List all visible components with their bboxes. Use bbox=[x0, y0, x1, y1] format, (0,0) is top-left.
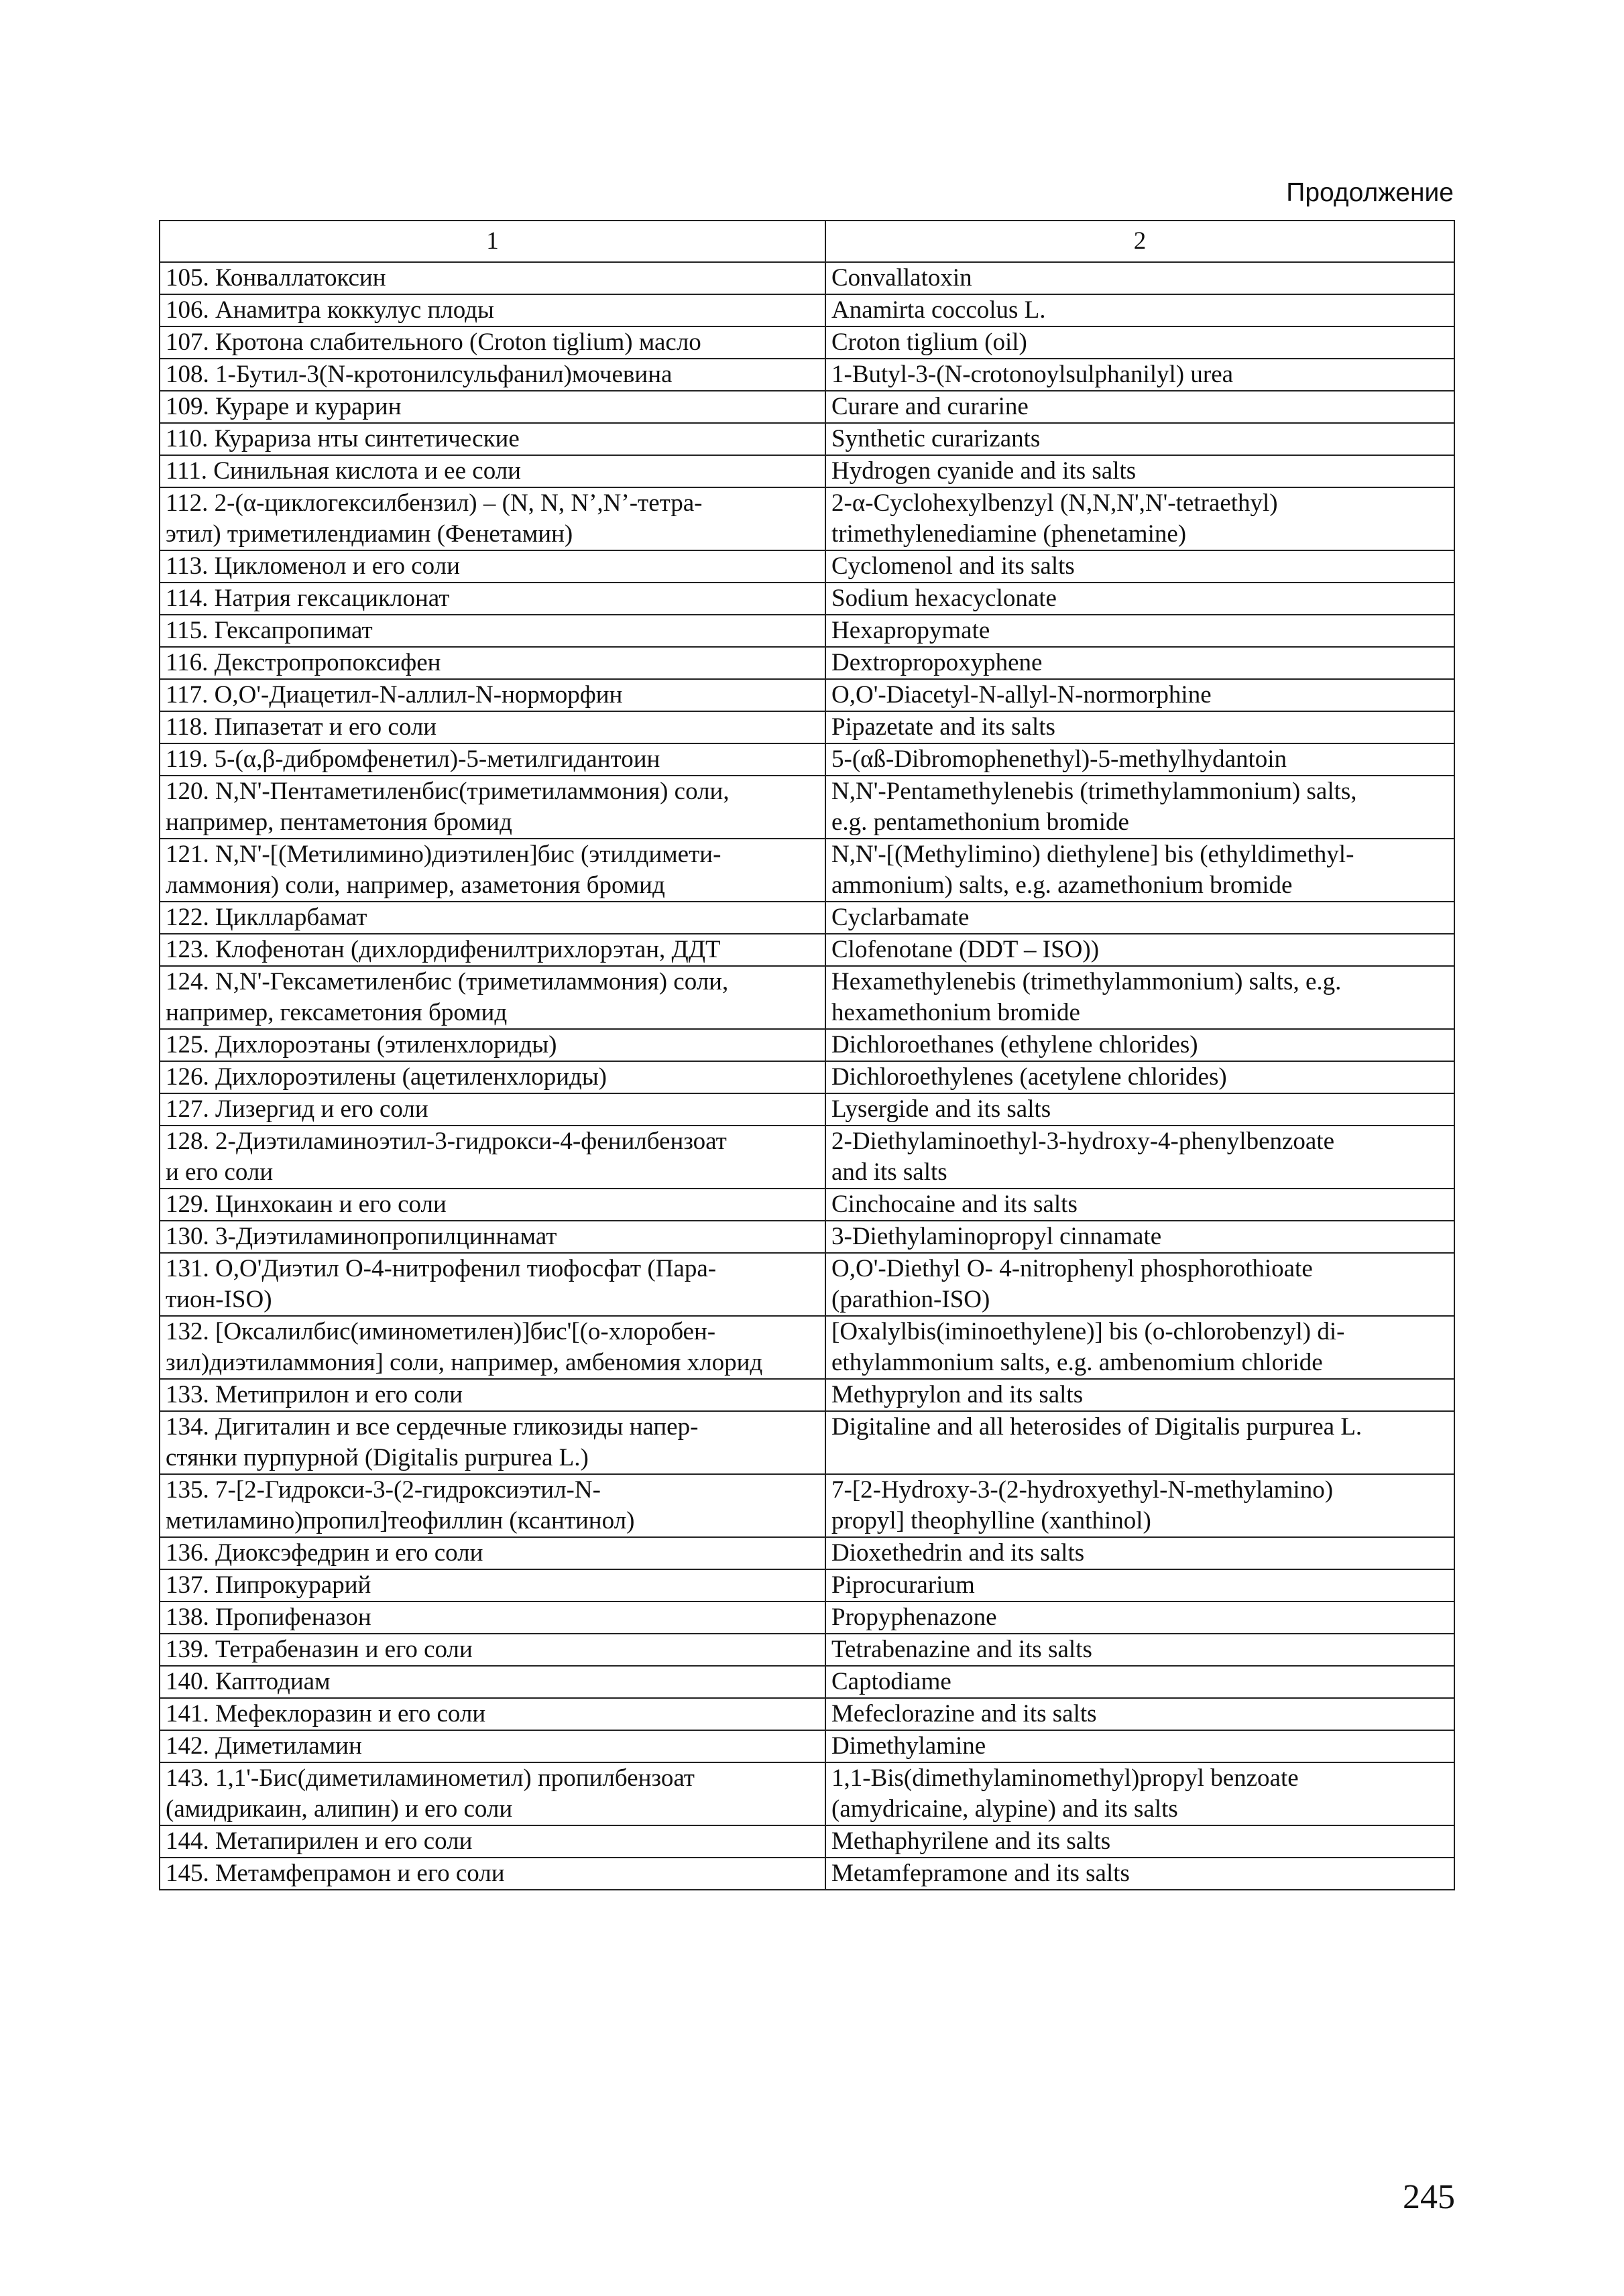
table-row bbox=[160, 1858, 1454, 1890]
cell-russian-name: 134. Дигиталин и все сердечные гликозиды напер- стянки пурпурной (Digitalis purpurea L.) bbox=[160, 1411, 825, 1474]
cell-russian-name: 124. N,N'-Гексаметиленбис (триметиламмония) соли, например, гексаметония бромид bbox=[160, 966, 825, 1029]
table-row bbox=[160, 294, 1454, 326]
cell-russian-name: 113. Цикломенол и его соли bbox=[160, 550, 825, 583]
table-row bbox=[160, 839, 1454, 902]
table-row bbox=[160, 455, 1454, 487]
cell-english-name: 2-Diethylaminoethyl-3-hydroxy-4-phenylbenzoate and its salts bbox=[825, 1126, 1454, 1189]
table-row bbox=[160, 1698, 1454, 1730]
cell-russian-name: 137. Пипрокурарий bbox=[160, 1569, 825, 1602]
cell-russian-name: 114. Натрия гексациклонат bbox=[160, 583, 825, 615]
cell-english-name: Sodium hexacyclonate bbox=[825, 583, 1454, 615]
cell-russian-name: 141. Мефеклоразин и его соли bbox=[160, 1698, 825, 1730]
table-row bbox=[160, 1762, 1454, 1825]
table-row bbox=[160, 583, 1454, 615]
table-row bbox=[160, 1411, 1454, 1474]
cell-english-name: Hexamethylenebis (trimethylammonium) salts, e.g. hexamethonium bromide bbox=[825, 966, 1454, 1029]
cell-russian-name: 133. Метиприлон и его соли bbox=[160, 1379, 825, 1411]
header-row bbox=[160, 221, 1454, 262]
cell-english-name: N,N'-[(Methylimino) diethylene] bis (ethyldimethyl- ammonium) salts, e.g. azamethonium bromide bbox=[825, 839, 1454, 902]
cell-english-name: Methyprylon and its salts bbox=[825, 1379, 1454, 1411]
cell-russian-name: 127. Лизергид и его соли bbox=[160, 1093, 825, 1126]
cell-english-name: Captodiame bbox=[825, 1666, 1454, 1698]
table-row bbox=[160, 1061, 1454, 1093]
cell-english-name: Tetrabenazine and its salts bbox=[825, 1634, 1454, 1666]
table-row bbox=[160, 966, 1454, 1029]
cell-english-name: Piprocurarium bbox=[825, 1569, 1454, 1602]
cell-english-name: O,O'-Diacetyl-N-allyl-N-normorphine bbox=[825, 679, 1454, 711]
cell-english-name: Synthetic curarizants bbox=[825, 423, 1454, 455]
cell-english-name: Anamirta coccolus L. bbox=[825, 294, 1454, 326]
cell-russian-name: 108. 1-Бутил-3(N-кротонилсульфанил)мочевина bbox=[160, 359, 825, 391]
table-body bbox=[160, 262, 1454, 1890]
table-row bbox=[160, 1253, 1454, 1316]
cell-english-name: Dioxethedrin and its salts bbox=[825, 1537, 1454, 1569]
table-row bbox=[160, 679, 1454, 711]
table-row bbox=[160, 1029, 1454, 1061]
cell-russian-name: 128. 2-Диэтиламиноэтил-3-гидрокси-4-фенилбензоат и его соли bbox=[160, 1126, 825, 1189]
table-row bbox=[160, 1379, 1454, 1411]
table-row bbox=[160, 391, 1454, 423]
table-row bbox=[160, 1730, 1454, 1762]
cell-english-name: Dimethylamine bbox=[825, 1730, 1454, 1762]
cell-english-name: Cyclarbamate bbox=[825, 902, 1454, 934]
cell-russian-name: 122. Циклларбамат bbox=[160, 902, 825, 934]
table-row bbox=[160, 902, 1454, 934]
cell-russian-name: 105. Конваллатоксин bbox=[160, 262, 825, 294]
cell-english-name: Dichloroethanes (ethylene chlorides) bbox=[825, 1029, 1454, 1061]
table-row bbox=[160, 934, 1454, 966]
cell-english-name: O,O'-Diethyl O- 4-nitrophenyl phosphorothioate (parathion-ISO) bbox=[825, 1253, 1454, 1316]
cell-russian-name: 123. Клофенотан (дихлордифенилтрихлорэтан, ДДТ bbox=[160, 934, 825, 966]
table-row bbox=[160, 711, 1454, 743]
cell-russian-name: 145. Метамфепрамон и его соли bbox=[160, 1858, 825, 1890]
cell-english-name: Cinchocaine and its salts bbox=[825, 1189, 1454, 1221]
table-row bbox=[160, 262, 1454, 294]
continuation-caption: Продолжение bbox=[1286, 178, 1454, 207]
cell-russian-name: 106. Анамитра коккулус плоды bbox=[160, 294, 825, 326]
cell-russian-name: 119. 5-(α,β-дибромфенетил)-5-метилгидантоин bbox=[160, 743, 825, 776]
cell-english-name: Dichloroethylenes (acetylene chlorides) bbox=[825, 1061, 1454, 1093]
page-number: 245 bbox=[1403, 2178, 1455, 2216]
cell-russian-name: 132. [Оксалилбис(иминометилен)]бис'[(о-хлоробен- зил)диэтиламмония] соли, например, амбеномия хлорид bbox=[160, 1316, 825, 1379]
cell-russian-name: 139. Тетрабеназин и его соли bbox=[160, 1634, 825, 1666]
cell-english-name: Curare and curarine bbox=[825, 391, 1454, 423]
cell-english-name: Metamfepramone and its salts bbox=[825, 1858, 1454, 1890]
table-row bbox=[160, 1316, 1454, 1379]
cell-english-name: Croton tiglium (oil) bbox=[825, 326, 1454, 359]
cell-russian-name: 125. Дихлороэтаны (этиленхлориды) bbox=[160, 1029, 825, 1061]
table-row bbox=[160, 550, 1454, 583]
cell-russian-name: 112. 2-(α-циклогексилбензил) – (N, N, N’,N’-тетра- этил) триметилендиамин (Фенетамин) bbox=[160, 487, 825, 550]
cell-english-name: Mefeclorazine and its salts bbox=[825, 1698, 1454, 1730]
cell-english-name: 2-α-Cyclohexylbenzyl (N,N,N',N'-tetraethyl) trimethylenediamine (phenetamine) bbox=[825, 487, 1454, 550]
table-row bbox=[160, 1126, 1454, 1189]
cell-russian-name: 110. Курариза нты синтетические bbox=[160, 423, 825, 455]
cell-russian-name: 115. Гексапропимат bbox=[160, 615, 825, 647]
cell-russian-name: 130. 3-Диэтиламинопропилциннамат bbox=[160, 1221, 825, 1253]
table-row bbox=[160, 359, 1454, 391]
table-row bbox=[160, 1666, 1454, 1698]
cell-russian-name: 140. Каптодиам bbox=[160, 1666, 825, 1698]
table-row bbox=[160, 1189, 1454, 1221]
cell-english-name: Clofenotane (DDT – ISO)) bbox=[825, 934, 1454, 966]
cell-english-name: Convallatoxin bbox=[825, 262, 1454, 294]
cell-english-name: 5-(αß-Dibromophenethyl)-5-methylhydantoin bbox=[825, 743, 1454, 776]
cell-russian-name: 118. Пипазетат и его соли bbox=[160, 711, 825, 743]
table-row bbox=[160, 423, 1454, 455]
cell-russian-name: 136. Диоксэфедрин и его соли bbox=[160, 1537, 825, 1569]
table-row bbox=[160, 743, 1454, 776]
header-col-2: 2 bbox=[825, 221, 1454, 262]
cell-russian-name: 116. Декстропропоксифен bbox=[160, 647, 825, 679]
cell-english-name: Pipazetate and its salts bbox=[825, 711, 1454, 743]
header-col-1: 1 bbox=[160, 221, 825, 262]
cell-russian-name: 129. Цинхокаин и его соли bbox=[160, 1189, 825, 1221]
cell-russian-name: 142. Диметиламин bbox=[160, 1730, 825, 1762]
cell-english-name: 1-Butyl-3-(N-crotonoylsulphanilyl) urea bbox=[825, 359, 1454, 391]
cell-english-name: [Oxalylbis(iminoethylene)] bis (o-chlorobenzyl) di- ethylammonium salts, e.g. ambenomium chloride bbox=[825, 1316, 1454, 1379]
table-row bbox=[160, 615, 1454, 647]
cell-russian-name: 120. N,N'-Пентаметиленбис(триметиламмония) соли, например, пентаметония бромид bbox=[160, 776, 825, 839]
cell-english-name: 7-[2-Hydroxy-3-(2-hydroxyethyl-N-methylamino) propyl] theophylline (xanthinol) bbox=[825, 1474, 1454, 1537]
cell-english-name: Cyclomenol and its salts bbox=[825, 550, 1454, 583]
table-row bbox=[160, 647, 1454, 679]
cell-english-name: N,N'-Pentamethylenebis (trimethylammonium) salts, e.g. pentamethonium bromide bbox=[825, 776, 1454, 839]
table-row bbox=[160, 1537, 1454, 1569]
table-row bbox=[160, 1569, 1454, 1602]
table-row bbox=[160, 326, 1454, 359]
table-row bbox=[160, 776, 1454, 839]
cell-russian-name: 111. Синильная кислота и ее соли bbox=[160, 455, 825, 487]
cell-russian-name: 109. Кураре и курарин bbox=[160, 391, 825, 423]
cell-russian-name: 138. Пропифеназон bbox=[160, 1602, 825, 1634]
cell-russian-name: 117. O,O'-Диацетил-N-аллил-N-норморфин bbox=[160, 679, 825, 711]
cell-russian-name: 144. Метапирилен и его соли bbox=[160, 1825, 825, 1858]
substances-table bbox=[159, 220, 1455, 1890]
table-row bbox=[160, 1825, 1454, 1858]
table-row bbox=[160, 1602, 1454, 1634]
cell-russian-name: 126. Дихлороэтилены (ацетиленхлориды) bbox=[160, 1061, 825, 1093]
cell-english-name: Propyphenazone bbox=[825, 1602, 1454, 1634]
cell-english-name: 3-Diethylaminopropyl cinnamate bbox=[825, 1221, 1454, 1253]
table-row bbox=[160, 487, 1454, 550]
cell-english-name: Hexapropymate bbox=[825, 615, 1454, 647]
table-row bbox=[160, 1474, 1454, 1537]
cell-english-name: Methaphyrilene and its salts bbox=[825, 1825, 1454, 1858]
cell-english-name: Hydrogen cyanide and its salts bbox=[825, 455, 1454, 487]
table-header bbox=[160, 221, 1454, 262]
cell-russian-name: 131. O,O'Диэтил O-4-нитрофенил тиофосфат (Пара- тион-ISO) bbox=[160, 1253, 825, 1316]
cell-english-name: Lysergide and its salts bbox=[825, 1093, 1454, 1126]
table-row bbox=[160, 1634, 1454, 1666]
cell-russian-name: 143. 1,1'-Бис(диметиламинометил) пропилбензоат (амидрикаин, алипин) и его соли bbox=[160, 1762, 825, 1825]
cell-russian-name: 107. Кротона слабительного (Croton tiglium) масло bbox=[160, 326, 825, 359]
table-row bbox=[160, 1093, 1454, 1126]
cell-russian-name: 135. 7-[2-Гидрокси-3-(2-гидроксиэтил-N- метиламино)пропил]теофиллин (ксантинол) bbox=[160, 1474, 825, 1537]
table-row bbox=[160, 1221, 1454, 1253]
cell-english-name: Dextropropoxyphene bbox=[825, 647, 1454, 679]
cell-english-name: Digitaline and all heterosides of Digitalis purpurea L. bbox=[825, 1411, 1454, 1474]
cell-english-name: 1,1-Bis(dimethylaminomethyl)propyl benzoate (amydricaine, alypine) and its salts bbox=[825, 1762, 1454, 1825]
cell-russian-name: 121. N,N'-[(Метилимино)диэтилен]бис (этилдимети- ламмония) соли, например, азаметония бромид bbox=[160, 839, 825, 902]
